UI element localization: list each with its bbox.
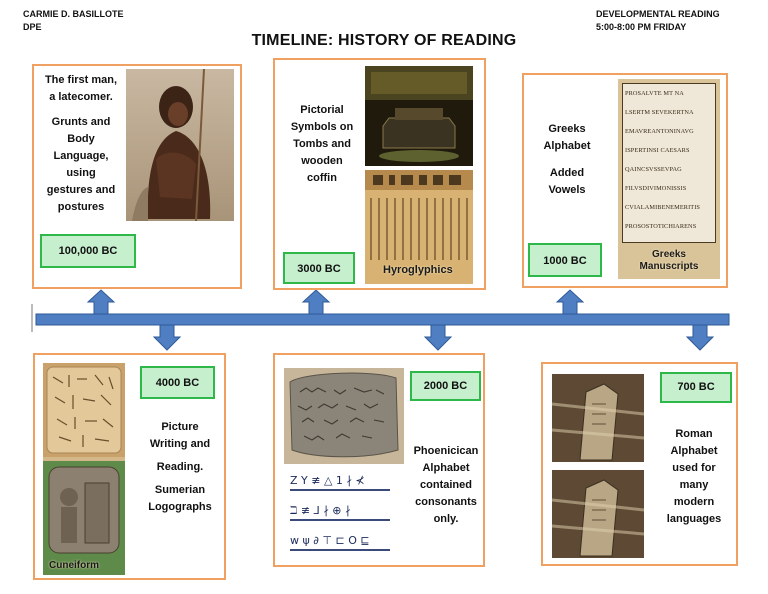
card-description: [281, 102, 363, 187]
timeline-card-top-1: [32, 64, 242, 289]
svg-text:Z Y ≢ △ 1 ∤ ⊀: Z Y ≢ △ 1 ∤ ⊀: [290, 474, 365, 487]
card-description: [408, 443, 484, 528]
page-title: TIMELINE: HISTORY OF READING: [251, 32, 517, 49]
date-badge: 2000 BC: [410, 371, 481, 401]
caveman-image: [126, 69, 234, 221]
arrow-down-icon: [154, 325, 180, 350]
card-text-line: Added: [549, 167, 585, 179]
card-text-line: postures: [57, 201, 105, 213]
caption-line: Greeks: [652, 249, 686, 260]
tomb-hieroglyph-image: [365, 170, 473, 284]
date-badge: 3000 BC: [283, 252, 355, 284]
arrow-up-icon: [303, 290, 329, 314]
card-text-line: Sumerian: [154, 484, 206, 496]
inscription-text: [622, 83, 716, 243]
card-text-line: Writing and: [149, 438, 211, 450]
svg-text:w ψ ∂ ⊤ ⊏ O ⊑: w ψ ∂ ⊤ ⊏ O ⊑: [290, 534, 370, 547]
image-caption: [618, 249, 720, 273]
card-text-line: modern: [673, 496, 715, 508]
timeline-card-bottom-2: [273, 353, 485, 567]
timeline-bar: [32, 304, 729, 332]
date-badge: 700 BC: [660, 372, 732, 403]
card-text-line: Symbols on: [290, 121, 354, 133]
card-text-line: The first man,: [44, 74, 118, 86]
author-dept: DPE: [23, 22, 42, 32]
card-text-line: Logographs: [148, 501, 212, 513]
card-text-line: Roman: [675, 428, 713, 440]
card-text-line: Reading.: [156, 461, 204, 473]
card-text-line: Vowels: [548, 184, 586, 196]
card-text-line: Grunts and: [51, 116, 111, 128]
inscription-line: QAINCSVSSEVPAG: [625, 166, 682, 173]
greek-inscription-image: [618, 79, 720, 279]
arrow-up-icon: [557, 290, 583, 314]
date-badge: 100,000 BC: [40, 234, 136, 268]
svg-text:ℶ ≢ ⅃ ∤ ⊕ ∤: ℶ ≢ ⅃ ∤ ⊕ ∤: [290, 504, 351, 517]
arrow-down-icon: [687, 325, 713, 350]
card-text-line: gestures and: [46, 184, 116, 196]
timeline-card-top-2: [273, 58, 486, 290]
card-text-line: languages: [666, 513, 722, 525]
card-description: [137, 419, 223, 516]
card-text-line: Phoenicican: [413, 445, 479, 457]
inscription-line: ISPERTINSI CAESARS: [625, 147, 690, 154]
card-description: [528, 121, 606, 199]
card-text-line: wooden: [301, 155, 343, 167]
inscription-line: EMAVREANTONINAVG: [625, 128, 694, 135]
timeline-card-top-3: [522, 73, 728, 288]
card-text-line: Body: [67, 133, 95, 145]
date-badge: 4000 BC: [140, 366, 215, 399]
arrow-up-icon: [88, 290, 114, 314]
cuneiform-tablet-image: [43, 363, 125, 575]
caption-line: Manuscripts: [639, 261, 699, 272]
card-description: [651, 426, 737, 528]
card-text-line: Tombs and: [293, 138, 351, 150]
inscription-line: PROSALVTE MT NA: [625, 90, 684, 97]
card-text-line: Alphabet: [422, 462, 470, 474]
tomb-image: [365, 66, 473, 166]
card-text-line: contained: [420, 479, 472, 491]
timeline-card-bottom-3: [541, 362, 738, 566]
arrow-down-icon: [425, 325, 451, 350]
card-text-line: Greeks: [548, 123, 586, 135]
card-text-line: Pictorial: [300, 104, 344, 116]
card-text-line: many: [679, 479, 709, 491]
card-text-line: consonants: [415, 496, 477, 508]
inscription-line: CVIALAMIBENEMERITIS: [625, 204, 701, 211]
card-text-line: using: [66, 167, 96, 179]
inscription-line: PROSOSTOTICHIARENS: [625, 223, 697, 230]
image-caption: Cuneiform: [49, 560, 99, 571]
card-description: [38, 72, 124, 216]
inscription-line: FILVSDIVIMONISSIS: [625, 185, 687, 192]
phoenician-tablet-image: [284, 368, 404, 560]
card-text-line: a latecomer.: [49, 91, 113, 103]
card-text-line: Alphabet: [670, 445, 718, 457]
image-caption: Hyroglyphics: [383, 264, 453, 276]
course-name: DEVELOPMENTAL READING: [596, 9, 720, 19]
card-text-line: coffin: [307, 172, 337, 184]
card-text-line: Alphabet: [543, 140, 591, 152]
date-badge: 1000 BC: [528, 243, 602, 277]
card-text-line: used for: [672, 462, 716, 474]
roman-stone-image: [552, 374, 644, 558]
card-text-line: Language,: [53, 150, 109, 162]
course-schedule: 5:00-8:00 PM FRIDAY: [596, 22, 687, 32]
inscription-line: LSERTM SEVEKERTNA: [625, 109, 694, 116]
card-text-line: Picture: [161, 421, 199, 433]
card-text-line: only.: [433, 513, 459, 525]
timeline-card-bottom-1: [33, 353, 226, 580]
author-name: CARMIE D. BASILLOTE: [23, 9, 124, 19]
